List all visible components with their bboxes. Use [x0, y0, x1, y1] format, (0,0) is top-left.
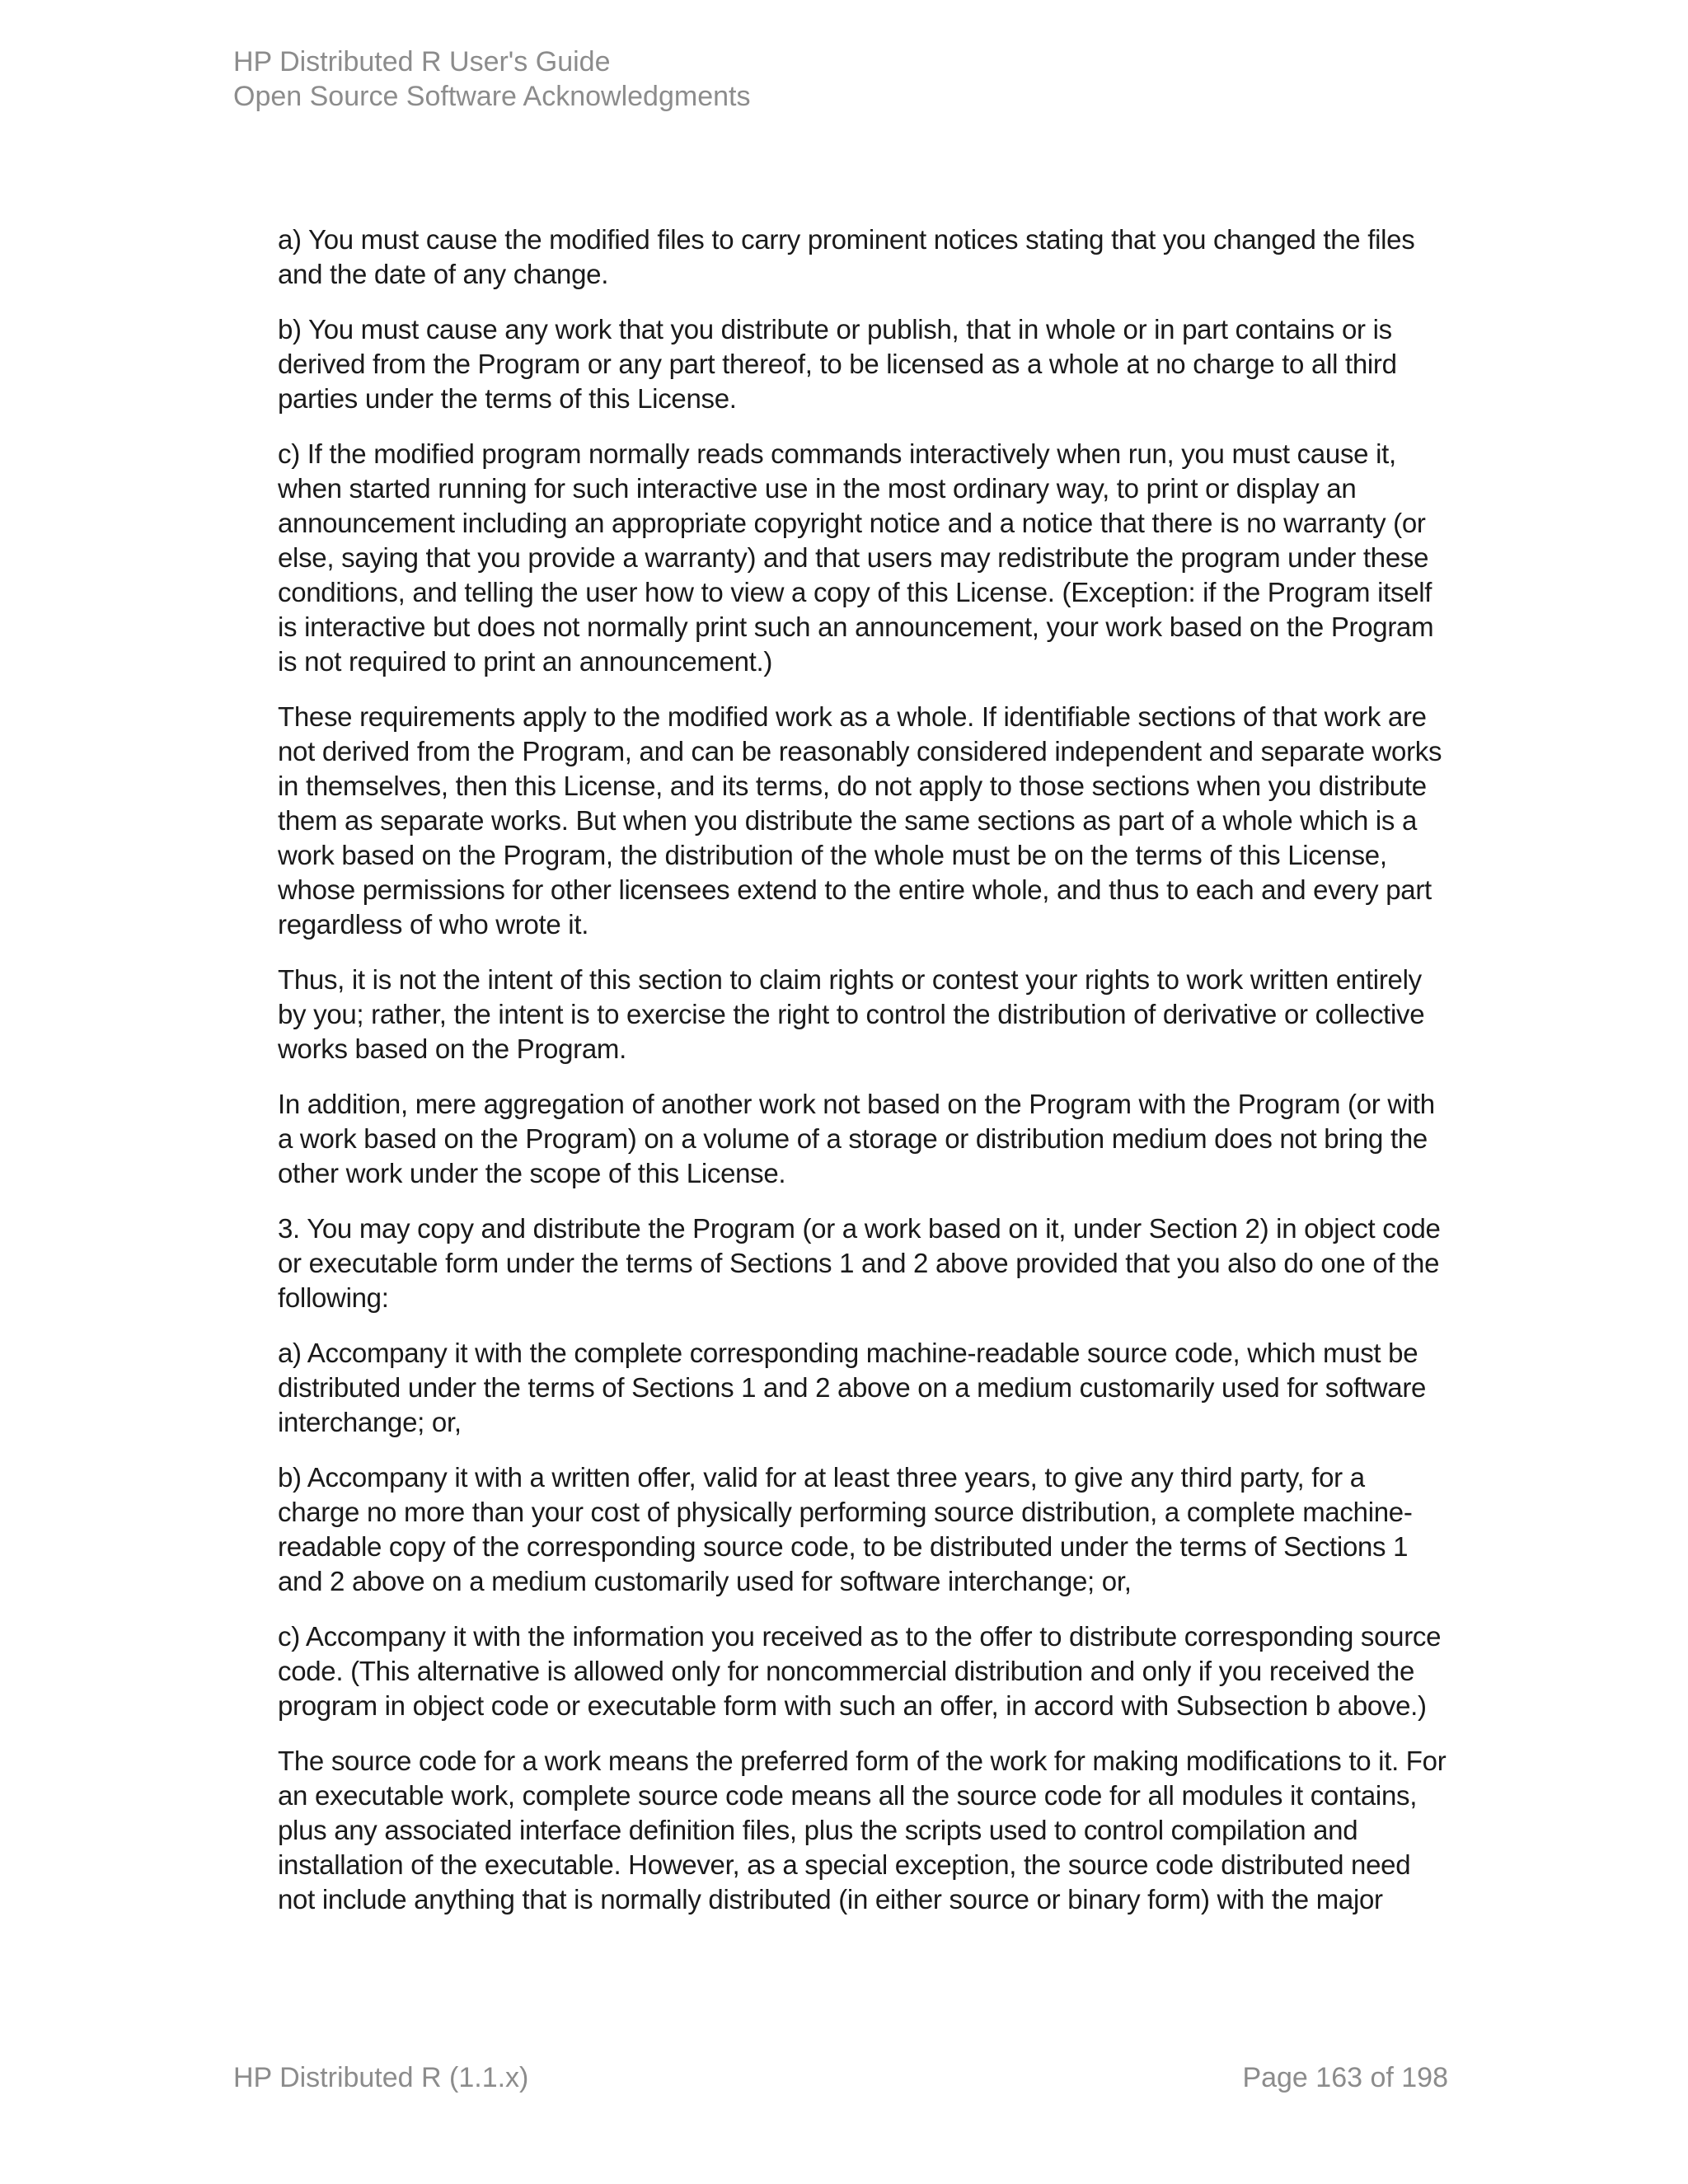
page-header [233, 45, 750, 114]
paragraph: In addition, mere aggregation of another work not based on the Program with the Program (or with a work based on the Program) on a volume of a storage or distribution medium does not bring the other work under the scope of this License. [278, 1089, 1435, 1188]
paragraph: a) Accompany it with the complete corresponding machine-readable source code, which must be distributed under the terms of Sections 1 and 2 above on a medium customarily used for software interchange; or, [278, 1338, 1427, 1437]
page-number: Page 163 of 198 [1242, 2062, 1448, 2093]
section-title: Open Source Software Acknowledgments [233, 81, 751, 112]
page-footer [233, 2060, 1448, 2095]
paragraph: b) You must cause any work that you distribute or publish, that in whole or in part contains or is derived from the Program or any part thereof, to be licensed as a whole at no charge to all third parties under the terms of this License. [278, 314, 1397, 414]
paragraph: c) If the modified program normally reads commands interactively when run, you must cause it, when started running for such interactive use in the most ordinary way, to print or display an announcement including an appropriate copyright notice and a notice that there is no warranty (or else, saying that you provide a warranty) and that users may redistribute the program under these conditions, and telling the user how to view a copy of this License. (Exception: if the Program itself is interactive but does not normally print such an announcement, your work based on the Program is not required to print an announcement.) [278, 438, 1434, 677]
document-body [278, 223, 1448, 1938]
paragraph: Thus, it is not the intent of this section to claim rights or contest your rights to work written entirely by you; rather, the intent is to exercise the right to control the distribution of derivative or collective works based on the Program. [278, 964, 1425, 1064]
paragraph: These requirements apply to the modified work as a whole. If identifiable sections of that work are not derived from the Program, and can be reasonably considered independent and separate works in themselves, then this License, and its terms, do not apply to those sections when you distribute them as separate works. But when you distribute the same sections as part of a whole which is a work based on the Program, the distribution of the whole must be on the terms of this License, whose permissions for other licensees extend to the entire whole, and thus to each and every part regardless of who wrote it. [278, 701, 1442, 940]
paragraph: b) Accompany it with a written offer, valid for at least three years, to give any third party, for a charge no more than your cost of physically performing source distribution, a complete machine-readable copy of the corresponding source code, to be distributed under the terms of Sections 1 and 2 above on a medium customarily used for software interchange; or, [278, 1462, 1413, 1596]
paragraph: c) Accompany it with the information you received as to the offer to distribute corresponding source code. (This alternative is allowed only for noncommercial distribution and only if you received the program in object code or executable form with such an offer, in accord with Subsection b above.) [278, 1621, 1442, 1721]
paragraph: a) You must cause the modified files to carry prominent notices stating that you changed the files and the date of any change. [278, 224, 1415, 289]
document-title: HP Distributed R User's Guide [233, 46, 611, 77]
paragraph: The source code for a work means the preferred form of the work for making modifications to it. For an executable work, complete source code means all the source code for all modules it contains, plus any associated interface definition files, plus the scripts used to control compilation and installation of the executable. However, as a special exception, the source code distributed need not include anything that is normally distributed (in either source or binary form) with the major [278, 1746, 1447, 1915]
paragraph: 3. You may copy and distribute the Program (or a work based on it, under Section 2) in object code or executable form under the terms of Sections 1 and 2 above provided that you also do one of the following: [278, 1213, 1441, 1313]
footer-product: HP Distributed R (1.1.x) [233, 2062, 529, 2093]
